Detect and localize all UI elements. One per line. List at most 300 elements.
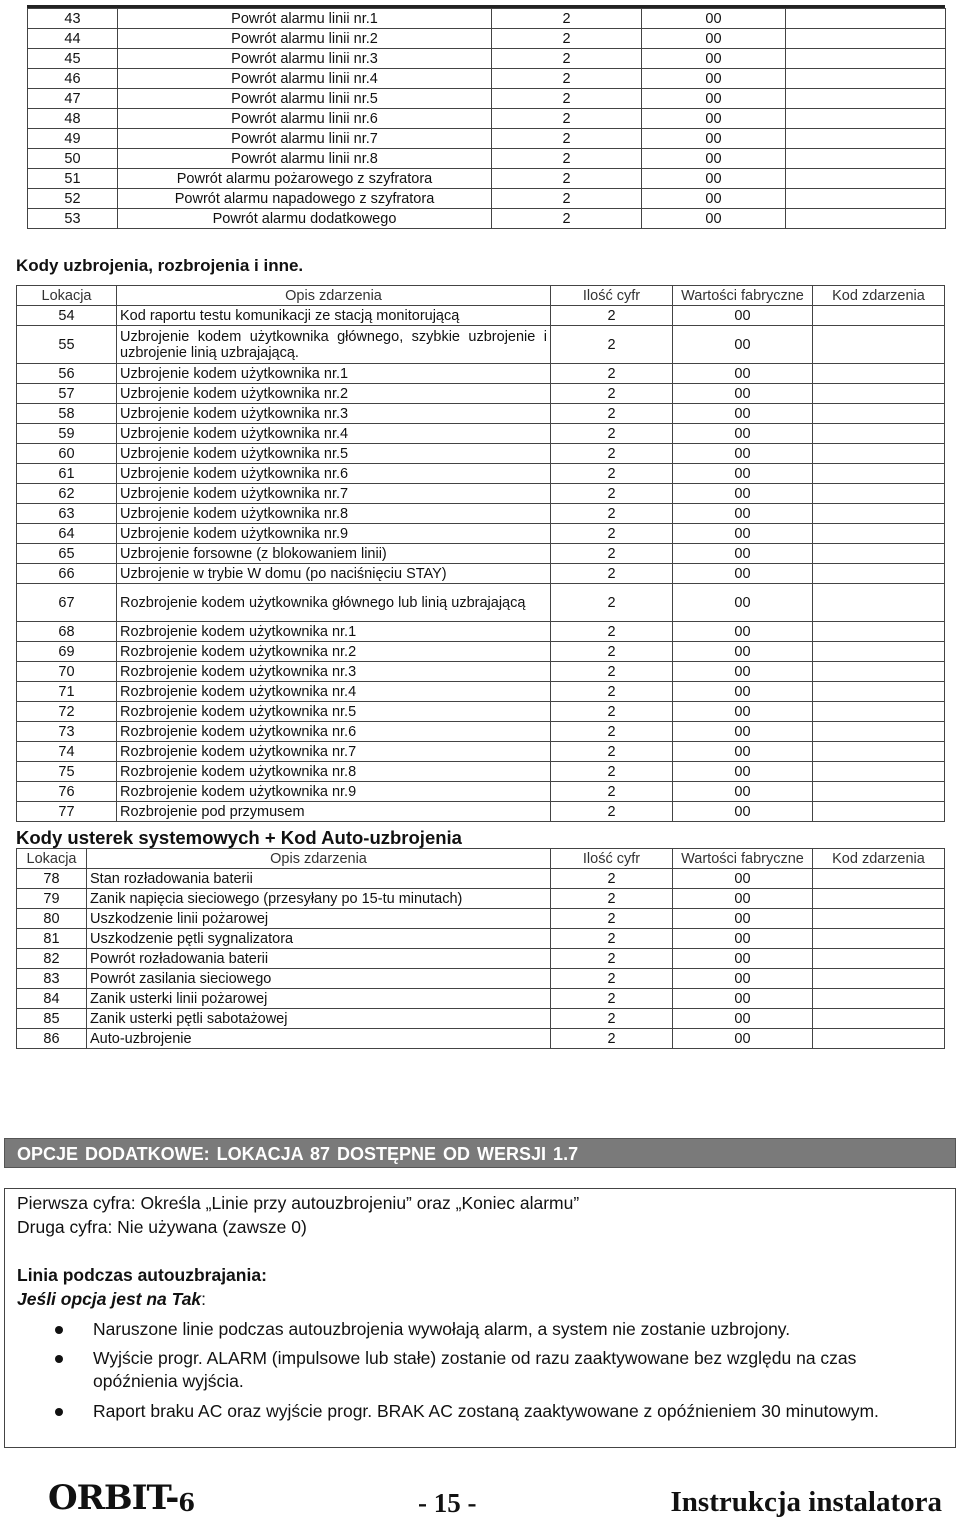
digits-cell: 2 <box>551 384 673 404</box>
table-row <box>28 9 946 29</box>
factory-value-cell: 00 <box>673 1009 813 1029</box>
description-cell: Powrót rozładowania baterii <box>87 949 551 969</box>
event-code-cell <box>813 404 945 424</box>
table-row <box>17 722 945 742</box>
logo-digit: 6 <box>178 1488 195 1517</box>
table-row <box>17 306 945 326</box>
factory-value-cell: 00 <box>642 209 786 229</box>
location-cell: 61 <box>17 464 117 484</box>
table-row <box>17 484 945 504</box>
event-code-cell <box>813 969 945 989</box>
event-code-cell <box>813 989 945 1009</box>
description-cell: Rozbrojenie kodem użytkownika nr.5 <box>117 702 551 722</box>
bullet-item: Naruszone linie podczas autouzbrojenia wywołają alarm, a system nie zostanie uzbrojony. <box>93 1319 791 1339</box>
table-row <box>17 424 945 444</box>
second-digit-text: Druga cyfra: Nie używana (zawsze 0) <box>17 1217 307 1237</box>
digits-cell: 2 <box>492 189 642 209</box>
table-row <box>17 742 945 762</box>
event-code-cell <box>813 722 945 742</box>
description-cell: Powrót alarmu dodatkowego <box>118 209 492 229</box>
location-cell: 58 <box>17 404 117 424</box>
event-code-cell <box>813 949 945 969</box>
event-code-cell <box>813 1009 945 1029</box>
factory-value-cell: 00 <box>642 189 786 209</box>
table-row <box>28 169 946 189</box>
description-cell: Zanik usterki pętli sabotażowej <box>87 1009 551 1029</box>
event-code-cell <box>813 564 945 584</box>
location-cell: 60 <box>17 444 117 464</box>
factory-value-cell: 00 <box>673 802 813 822</box>
digits-cell: 2 <box>551 722 673 742</box>
location-cell: 56 <box>17 364 117 384</box>
event-code-cell <box>786 169 946 189</box>
section-title-arming: Kody uzbrojenia, rozbrojenia i inne. <box>16 256 304 275</box>
event-code-cell <box>813 662 945 682</box>
digits-cell: 2 <box>551 969 673 989</box>
digits-cell: 2 <box>551 782 673 802</box>
logo-text: ORBIT- <box>48 1478 179 1518</box>
description-cell: Rozbrojenie kodem użytkownika nr.3 <box>117 662 551 682</box>
digits-cell: 2 <box>492 69 642 89</box>
location-cell: 45 <box>28 49 118 69</box>
description-cell: Powrót alarmu linii nr.1 <box>118 9 492 29</box>
location-cell: 85 <box>17 1009 87 1029</box>
table-row <box>28 89 946 109</box>
event-code-cell <box>786 29 946 49</box>
description-cell: Rozbrojenie kodem użytkownika nr.4 <box>117 682 551 702</box>
description-cell: Rozbrojenie pod przymusem <box>117 802 551 822</box>
event-code-cell <box>786 189 946 209</box>
digits-cell: 2 <box>492 149 642 169</box>
description-cell: Powrót alarmu linii nr.3 <box>118 49 492 69</box>
factory-value-cell: 00 <box>673 722 813 742</box>
event-code-cell <box>813 702 945 722</box>
column-header: Lokacja <box>17 286 117 306</box>
digits-cell: 2 <box>551 564 673 584</box>
description-cell: Uzbrojenie kodem użytkownika nr.9 <box>117 524 551 544</box>
factory-value-cell: 00 <box>673 584 813 622</box>
digits-cell: 2 <box>551 504 673 524</box>
event-code-cell <box>813 889 945 909</box>
factory-value-cell: 00 <box>673 564 813 584</box>
table-row <box>28 49 946 69</box>
event-code-cell <box>813 622 945 642</box>
description-cell: Rozbrojenie kodem użytkownika nr.9 <box>117 782 551 802</box>
event-code-cell <box>813 306 945 326</box>
factory-value-cell: 00 <box>673 484 813 504</box>
factory-value-cell: 00 <box>673 1029 813 1049</box>
digits-cell: 2 <box>492 49 642 69</box>
digits-cell: 2 <box>492 109 642 129</box>
event-code-cell <box>813 484 945 504</box>
event-code-cell <box>786 209 946 229</box>
event-code-cell <box>813 384 945 404</box>
factory-value-cell: 00 <box>673 662 813 682</box>
factory-value-cell: 00 <box>673 949 813 969</box>
description-cell: Uzbrojenie kodem użytkownika nr.8 <box>117 504 551 524</box>
table-row <box>17 889 945 909</box>
table-row <box>17 444 945 464</box>
table-row <box>17 1029 945 1049</box>
event-code-cell <box>786 69 946 89</box>
factory-value-cell: 00 <box>642 89 786 109</box>
event-code-cell <box>813 929 945 949</box>
digits-cell: 2 <box>551 742 673 762</box>
bullet-item: Wyjście progr. ALARM (impulsowe lub stałe) zostanie od razu zaaktywowane bez względu na czas opóźnienia wyjścia. <box>93 1348 857 1391</box>
factory-value-cell: 00 <box>673 762 813 782</box>
location-cell: 74 <box>17 742 117 762</box>
event-code-cell <box>813 326 945 364</box>
table-header-row <box>17 286 945 306</box>
event-code-cell <box>813 782 945 802</box>
description-cell: Stan rozładowania baterii <box>87 869 551 889</box>
column-header: Ilość cyfr <box>551 286 673 306</box>
factory-value-cell: 00 <box>673 782 813 802</box>
event-code-cell <box>813 524 945 544</box>
table-row <box>17 364 945 384</box>
column-header: Lokacja <box>17 849 87 869</box>
table-row <box>17 504 945 524</box>
factory-value-cell: 00 <box>673 869 813 889</box>
digits-cell: 2 <box>551 464 673 484</box>
digits-cell: 2 <box>551 802 673 822</box>
event-code-cell <box>786 129 946 149</box>
location-cell: 86 <box>17 1029 87 1049</box>
table-row <box>17 326 945 364</box>
factory-value-cell: 00 <box>673 326 813 364</box>
table-row <box>28 189 946 209</box>
factory-value-cell: 00 <box>673 929 813 949</box>
section-title-system-faults: Kody usterek systemowych + Kod Auto-uzbrojenia <box>16 827 462 848</box>
table-row <box>28 29 946 49</box>
location-cell: 82 <box>17 949 87 969</box>
table-row <box>17 802 945 822</box>
factory-value-cell: 00 <box>673 384 813 404</box>
digits-cell: 2 <box>551 909 673 929</box>
factory-value-cell: 00 <box>642 149 786 169</box>
event-code-cell <box>786 49 946 69</box>
digits-cell: 2 <box>551 1009 673 1029</box>
location-cell: 48 <box>28 109 118 129</box>
event-code-cell <box>786 149 946 169</box>
table-row <box>17 642 945 662</box>
bullet-icon <box>55 1326 63 1334</box>
factory-value-cell: 00 <box>673 642 813 662</box>
description-cell: Uzbrojenie kodem użytkownika głównego, szybkie uzbrojenie i uzbrojenie linią uzbrajającą. <box>117 326 551 364</box>
location-cell: 78 <box>17 869 87 889</box>
factory-value-cell: 00 <box>673 404 813 424</box>
description-cell: Kod raportu testu komunikacji ze stacją monitorującą <box>117 306 551 326</box>
table-row <box>17 989 945 1009</box>
description-cell: Uzbrojenie kodem użytkownika nr.6 <box>117 464 551 484</box>
event-code-cell <box>813 444 945 464</box>
location-cell: 83 <box>17 969 87 989</box>
digits-cell: 2 <box>551 424 673 444</box>
table-row <box>17 622 945 642</box>
location-cell: 68 <box>17 622 117 642</box>
location-cell: 62 <box>17 484 117 504</box>
event-code-cell <box>786 9 946 29</box>
document-title: Instrukcja instalatora <box>670 1486 942 1518</box>
digits-cell: 2 <box>492 9 642 29</box>
description-cell: Uszkodzenie linii pożarowej <box>87 909 551 929</box>
arming-codes-table <box>16 285 945 822</box>
location-cell: 73 <box>17 722 117 742</box>
first-digit-text: Pierwsza cyfra: Określa „Linie przy autouzbrojeniu” oraz „Koniec alarmu” <box>17 1193 580 1213</box>
description-cell: Powrót alarmu linii nr.4 <box>118 69 492 89</box>
options-description-box <box>4 1188 956 1448</box>
location-cell: 52 <box>28 189 118 209</box>
event-code-cell <box>813 909 945 929</box>
digits-cell: 2 <box>551 929 673 949</box>
table-header-row <box>17 849 945 869</box>
factory-value-cell: 00 <box>673 444 813 464</box>
location-cell: 63 <box>17 504 117 524</box>
description-cell: Uszkodzenie pętli sygnalizatora <box>87 929 551 949</box>
location-cell: 71 <box>17 682 117 702</box>
description-cell: Rozbrojenie kodem użytkownika nr.1 <box>117 622 551 642</box>
table-row <box>17 909 945 929</box>
digits-cell: 2 <box>551 949 673 969</box>
location-cell: 67 <box>17 584 117 622</box>
factory-value-cell: 00 <box>642 9 786 29</box>
table-row <box>17 662 945 682</box>
factory-value-cell: 00 <box>673 544 813 564</box>
table-row <box>17 929 945 949</box>
description-cell: Uzbrojenie forsowne (z blokowaniem linii) <box>117 544 551 564</box>
location-cell: 65 <box>17 544 117 564</box>
options-banner: OPCJE DODATKOWE: LOKACJA 87 DOSTĘPNE OD WERSJI 1.7 <box>4 1138 956 1168</box>
event-code-cell <box>813 642 945 662</box>
table-row <box>17 969 945 989</box>
event-code-cell <box>813 802 945 822</box>
factory-value-cell: 00 <box>673 524 813 544</box>
table-row <box>17 564 945 584</box>
factory-value-cell: 00 <box>642 69 786 89</box>
condition-text: Jeśli opcja jest na Tak <box>17 1289 202 1309</box>
description-cell: Rozbrojenie kodem użytkownika nr.6 <box>117 722 551 742</box>
digits-cell: 2 <box>492 169 642 189</box>
location-cell: 70 <box>17 662 117 682</box>
event-code-cell <box>813 464 945 484</box>
description-cell: Powrót alarmu napadowego z szyfratora <box>118 189 492 209</box>
description-cell: Rozbrojenie kodem użytkownika nr.8 <box>117 762 551 782</box>
column-header: Opis zdarzenia <box>117 286 551 306</box>
location-cell: 50 <box>28 149 118 169</box>
event-code-cell <box>786 109 946 129</box>
location-cell: 44 <box>28 29 118 49</box>
location-cell: 55 <box>17 326 117 364</box>
table-row <box>17 682 945 702</box>
event-code-cell <box>813 682 945 702</box>
table-row <box>17 949 945 969</box>
digits-cell: 2 <box>551 584 673 622</box>
description-cell: Rozbrojenie kodem użytkownika nr.7 <box>117 742 551 762</box>
table-row <box>17 702 945 722</box>
description-cell: Powrót alarmu linii nr.6 <box>118 109 492 129</box>
table-row <box>28 149 946 169</box>
digits-cell: 2 <box>551 306 673 326</box>
digits-cell: 2 <box>551 524 673 544</box>
location-cell: 76 <box>17 782 117 802</box>
table-row <box>28 109 946 129</box>
location-cell: 79 <box>17 889 87 909</box>
table-row <box>17 384 945 404</box>
bullet-icon <box>55 1355 63 1363</box>
digits-cell: 2 <box>551 662 673 682</box>
event-code-cell <box>813 1029 945 1049</box>
bullet-item: Raport braku AC oraz wyjście progr. BRAK AC zostaną zaaktywowane z opóźnieniem 30 minutowym. <box>93 1401 879 1421</box>
digits-cell: 2 <box>492 209 642 229</box>
location-cell: 80 <box>17 909 87 929</box>
description-cell: Uzbrojenie kodem użytkownika nr.4 <box>117 424 551 444</box>
factory-value-cell: 00 <box>673 989 813 1009</box>
description-cell: Uzbrojenie kodem użytkownika nr.1 <box>117 364 551 384</box>
digits-cell: 2 <box>551 484 673 504</box>
digits-cell: 2 <box>551 326 673 364</box>
table-row <box>17 464 945 484</box>
digits-cell: 2 <box>551 889 673 909</box>
subheading: Linia podczas autouzbrajania: <box>17 1265 267 1285</box>
table-row <box>17 524 945 544</box>
description-cell: Uzbrojenie kodem użytkownika nr.7 <box>117 484 551 504</box>
table-row <box>17 584 945 622</box>
digits-cell: 2 <box>551 404 673 424</box>
table-row <box>17 544 945 564</box>
factory-value-cell: 00 <box>673 909 813 929</box>
description-cell: Powrót alarmu pożarowego z szyfratora <box>118 169 492 189</box>
location-cell: 72 <box>17 702 117 722</box>
return-alarm-table <box>27 8 946 229</box>
column-header: Opis zdarzenia <box>87 849 551 869</box>
location-cell: 84 <box>17 989 87 1009</box>
digits-cell: 2 <box>551 622 673 642</box>
location-cell: 77 <box>17 802 117 822</box>
factory-value-cell: 00 <box>673 364 813 384</box>
digits-cell: 2 <box>492 129 642 149</box>
bullet-icon <box>55 1408 63 1416</box>
digits-cell: 2 <box>551 364 673 384</box>
description-cell: Zanik usterki linii pożarowej <box>87 989 551 1009</box>
digits-cell: 2 <box>492 89 642 109</box>
event-code-cell <box>813 742 945 762</box>
condition-line <box>17 1289 206 1310</box>
table-row <box>17 869 945 889</box>
event-code-cell <box>813 584 945 622</box>
event-code-cell <box>813 424 945 444</box>
description-cell: Zanik napięcia sieciowego (przesyłany po 15-tu minutach) <box>87 889 551 909</box>
digits-cell: 2 <box>492 29 642 49</box>
location-cell: 66 <box>17 564 117 584</box>
factory-value-cell: 00 <box>673 424 813 444</box>
factory-value-cell: 00 <box>673 742 813 762</box>
event-code-cell <box>813 544 945 564</box>
factory-value-cell: 00 <box>673 702 813 722</box>
column-header: Kod zdarzenia <box>813 849 945 869</box>
digits-cell: 2 <box>551 762 673 782</box>
table-row <box>17 782 945 802</box>
event-code-cell <box>813 869 945 889</box>
table-row <box>28 209 946 229</box>
column-header: Wartości fabryczne <box>673 849 813 869</box>
factory-value-cell: 00 <box>673 464 813 484</box>
column-header: Kod zdarzenia <box>813 286 945 306</box>
factory-value-cell: 00 <box>673 504 813 524</box>
location-cell: 59 <box>17 424 117 444</box>
table-row <box>17 1009 945 1029</box>
location-cell: 57 <box>17 384 117 404</box>
location-cell: 51 <box>28 169 118 189</box>
description-cell: Powrót alarmu linii nr.7 <box>118 129 492 149</box>
page-number: - 15 - <box>418 1488 477 1518</box>
factory-value-cell: 00 <box>642 109 786 129</box>
location-cell: 54 <box>17 306 117 326</box>
location-cell: 69 <box>17 642 117 662</box>
description-cell: Powrót alarmu linii nr.8 <box>118 149 492 169</box>
digits-cell: 2 <box>551 682 673 702</box>
location-cell: 64 <box>17 524 117 544</box>
location-cell: 47 <box>28 89 118 109</box>
column-header: Ilość cyfr <box>551 849 673 869</box>
factory-value-cell: 00 <box>642 129 786 149</box>
location-cell: 81 <box>17 929 87 949</box>
factory-value-cell: 00 <box>642 29 786 49</box>
table-row <box>28 129 946 149</box>
system-faults-table <box>16 848 945 1049</box>
location-cell: 53 <box>28 209 118 229</box>
digits-cell: 2 <box>551 444 673 464</box>
orbit-logo <box>48 1478 194 1518</box>
table-row <box>17 404 945 424</box>
column-header: Wartości fabryczne <box>673 286 813 306</box>
digits-cell: 2 <box>551 642 673 662</box>
description-cell: Rozbrojenie kodem użytkownika głównego lub linią uzbrajającą <box>117 584 551 622</box>
description-cell: Rozbrojenie kodem użytkownika nr.2 <box>117 642 551 662</box>
factory-value-cell: 00 <box>642 49 786 69</box>
factory-value-cell: 00 <box>673 622 813 642</box>
event-code-cell <box>813 504 945 524</box>
description-cell: Auto-uzbrojenie <box>87 1029 551 1049</box>
description-cell: Uzbrojenie kodem użytkownika nr.5 <box>117 444 551 464</box>
factory-value-cell: 00 <box>673 969 813 989</box>
table-row <box>17 762 945 782</box>
digits-cell: 2 <box>551 702 673 722</box>
factory-value-cell: 00 <box>642 169 786 189</box>
location-cell: 75 <box>17 762 117 782</box>
event-code-cell <box>786 89 946 109</box>
condition-colon: : <box>201 1289 207 1309</box>
location-cell: 49 <box>28 129 118 149</box>
event-code-cell <box>813 762 945 782</box>
description-cell: Powrót alarmu linii nr.5 <box>118 89 492 109</box>
digits-cell: 2 <box>551 544 673 564</box>
description-cell: Uzbrojenie w trybie W domu (po naciśnięciu STAY) <box>117 564 551 584</box>
description-cell: Powrót zasilania sieciowego <box>87 969 551 989</box>
location-cell: 46 <box>28 69 118 89</box>
description-cell: Uzbrojenie kodem użytkownika nr.2 <box>117 384 551 404</box>
description-cell: Powrót alarmu linii nr.2 <box>118 29 492 49</box>
digits-cell: 2 <box>551 869 673 889</box>
factory-value-cell: 00 <box>673 889 813 909</box>
digits-cell: 2 <box>551 1029 673 1049</box>
table-row <box>28 69 946 89</box>
event-code-cell <box>813 364 945 384</box>
location-cell: 43 <box>28 9 118 29</box>
digits-cell: 2 <box>551 989 673 1009</box>
description-cell: Uzbrojenie kodem użytkownika nr.3 <box>117 404 551 424</box>
factory-value-cell: 00 <box>673 682 813 702</box>
factory-value-cell: 00 <box>673 306 813 326</box>
